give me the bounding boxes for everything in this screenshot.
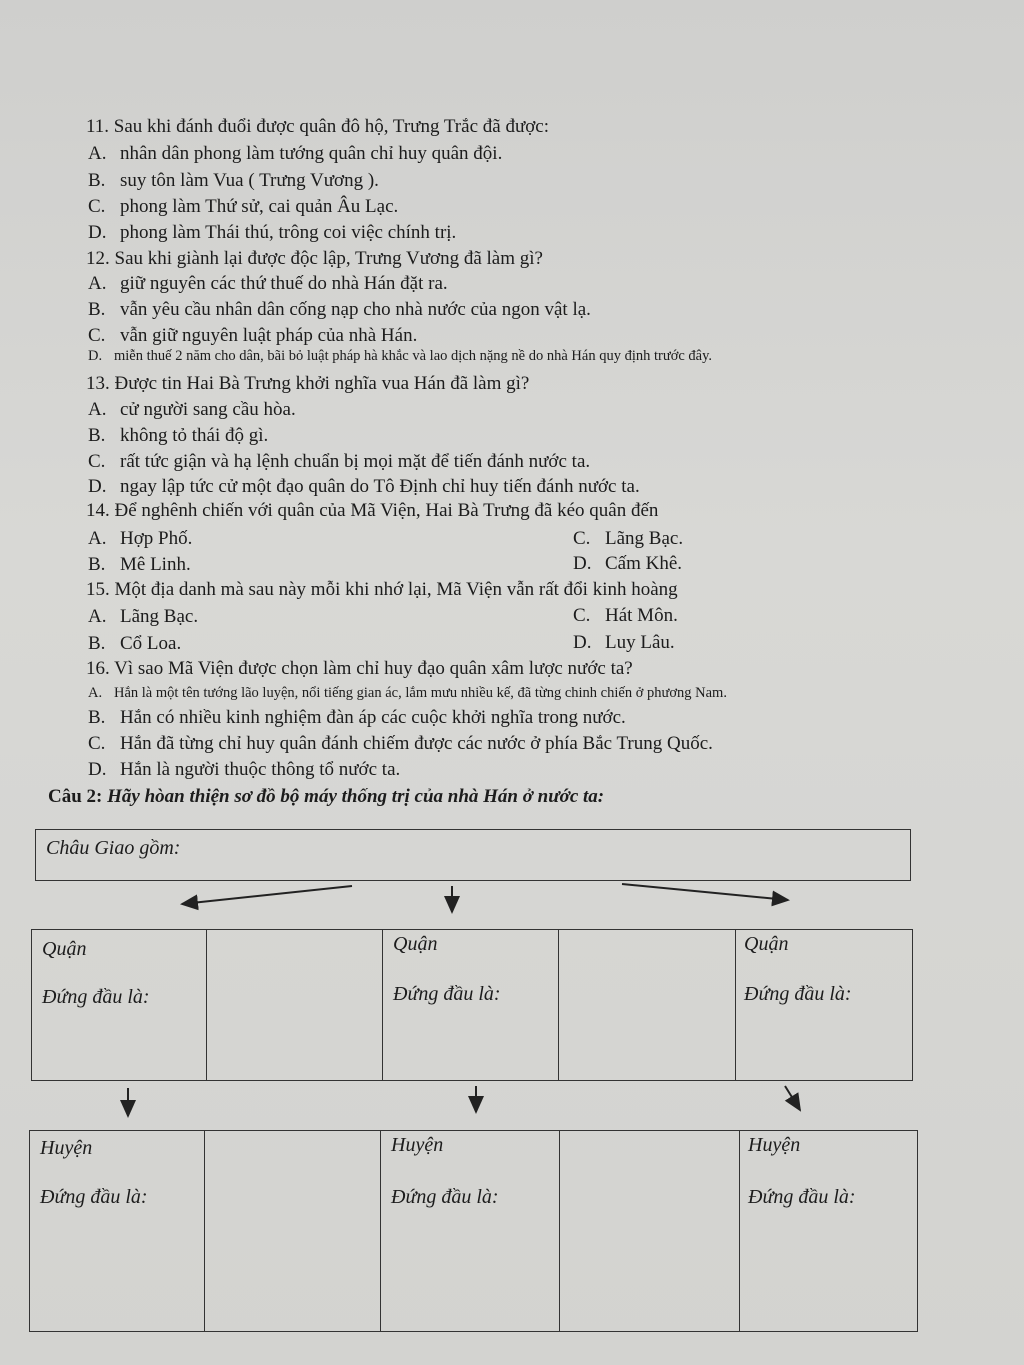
question-13-option-d: D. ngay lập tức cử một đạo quân do Tô Định chỉ huy tiến đánh nước ta. (88, 476, 640, 497)
question-11-stem: 11. Sau khi đánh đuổi được quân đô hộ, Trưng Trắc đã được: (86, 116, 549, 137)
huyen-cell-1 (30, 1131, 205, 1331)
huyen-answer-1 (205, 1131, 381, 1331)
huyen-cell-3 (740, 1131, 917, 1331)
chau-giao-label: Châu Giao gồm: (46, 837, 181, 859)
huyen-row (29, 1130, 918, 1332)
quan-2-head-label: Đứng đầu là: (393, 983, 501, 1005)
section-2-number: Câu 2: (48, 786, 103, 807)
question-11-option-b: B. suy tôn làm Vua ( Trưng Vương ). (88, 170, 379, 191)
question-15-option-a: A. Lãng Bạc. (88, 606, 199, 627)
question-14-option-b: B. Mê Linh. (88, 554, 191, 575)
question-16-option-c: C. Hắn đã từng chỉ huy quân đánh chiếm được các nước ở phía Bắc Trung Quốc. (88, 733, 713, 754)
question-14-option-c: C. Lãng Bạc. (573, 528, 684, 549)
question-11-option-c: C. phong làm Thứ sử, cai quản Âu Lạc. (88, 196, 399, 217)
quan-2-label: Quận (393, 933, 438, 955)
huyen-1-label: Huyện (40, 1137, 93, 1159)
huyen-answer-2 (560, 1131, 740, 1331)
quan-cell-3 (736, 930, 912, 1080)
quan-cell-1 (32, 930, 207, 1080)
arrow-left (182, 886, 352, 904)
quan-answer-1 (207, 930, 383, 1080)
quan-row (31, 929, 913, 1081)
question-15-option-d: D. Luy Lâu. (573, 632, 675, 653)
question-14-option-d: D. Cấm Khê. (573, 553, 683, 574)
quan-1-label: Quận (42, 938, 87, 960)
question-14-stem: 14. Để nghênh chiến với quân của Mã Viện, Hai Bà Trưng đã kéo quân đến (86, 500, 659, 521)
huyen-1-head-label: Đứng đầu là: (40, 1186, 148, 1208)
question-16-option-b: B. Hắn có nhiều kinh nghiệm đàn áp các cuộc khởi nghĩa trong nước. (88, 707, 626, 728)
question-15-option-c: C. Hát Môn. (573, 605, 678, 626)
question-12-stem: 12. Sau khi giành lại được độc lập, Trưng Vương đã làm gì? (86, 248, 543, 269)
question-16-option-a: A. Hắn là một tên tướng lão luyện, nổi tiếng gian ác, lắm mưu nhiều kế, đã từng chinh chiến ở phương Nam. (88, 685, 727, 701)
arrow-quan3-huyen3 (785, 1086, 800, 1110)
quan-1-head-label: Đứng đầu là: (42, 986, 150, 1008)
huyen-3-label: Huyện (748, 1134, 801, 1156)
huyen-cell-2 (381, 1131, 560, 1331)
quan-3-head-label: Đứng đầu là: (744, 983, 852, 1005)
question-11-option-d: D. phong làm Thái thú, trông coi việc chính trị. (88, 222, 457, 243)
huyen-2-label: Huyện (391, 1134, 444, 1156)
quan-3-label: Quận (744, 933, 789, 955)
question-15-option-b: B. Cổ Loa. (88, 633, 182, 654)
question-12-option-c: C. vẫn giữ nguyên luật pháp của nhà Hán. (88, 325, 418, 346)
question-16-stem: 16. Vì sao Mã Viện được chọn làm chỉ huy đạo quân xâm lược nước ta? (86, 658, 633, 679)
question-15-stem: 15. Một địa danh mà sau này mỗi khi nhớ lại, Mã Viện vẫn rất đổi kinh hoàng (86, 579, 678, 600)
question-16-option-d: D. Hắn là người thuộc thông tổ nước ta. (88, 759, 401, 780)
arrow-right (622, 884, 788, 900)
question-12-option-b: B. vẫn yêu cầu nhân dân cống nạp cho nhà nước của ngon vật lạ. (88, 299, 591, 320)
question-12-option-a: A. giữ nguyên các thứ thuế do nhà Hán đặt ra. (88, 273, 448, 294)
huyen-2-head-label: Đứng đầu là: (391, 1186, 499, 1208)
section-2-instruction: Hãy hòan thiện sơ đồ bộ máy thống trị của nhà Hán ở nước ta: (107, 786, 605, 807)
quan-answer-2 (559, 930, 736, 1080)
question-13-option-b: B. không tỏ thái độ gì. (88, 425, 269, 446)
huyen-3-head-label: Đứng đầu là: (748, 1186, 856, 1208)
question-13-stem: 13. Được tin Hai Bà Trưng khởi nghĩa vua Hán đã làm gì? (86, 373, 530, 394)
question-11-option-a: A. nhân dân phong làm tướng quân chỉ huy quân đội. (88, 143, 503, 164)
question-14-option-a: A. Hợp Phố. (88, 528, 193, 549)
question-13-option-c: C. rất tức giận và hạ lệnh chuẩn bị mọi mặt để tiến đánh nước ta. (88, 451, 591, 472)
quan-cell-2 (383, 930, 559, 1080)
question-13-option-a: A. cử người sang cầu hòa. (88, 399, 296, 420)
question-12-option-d: D. miễn thuế 2 năm cho dân, bãi bỏ luật pháp hà khắc và lao dịch nặng nề do nhà Hán quy định trước đây. (88, 348, 713, 364)
